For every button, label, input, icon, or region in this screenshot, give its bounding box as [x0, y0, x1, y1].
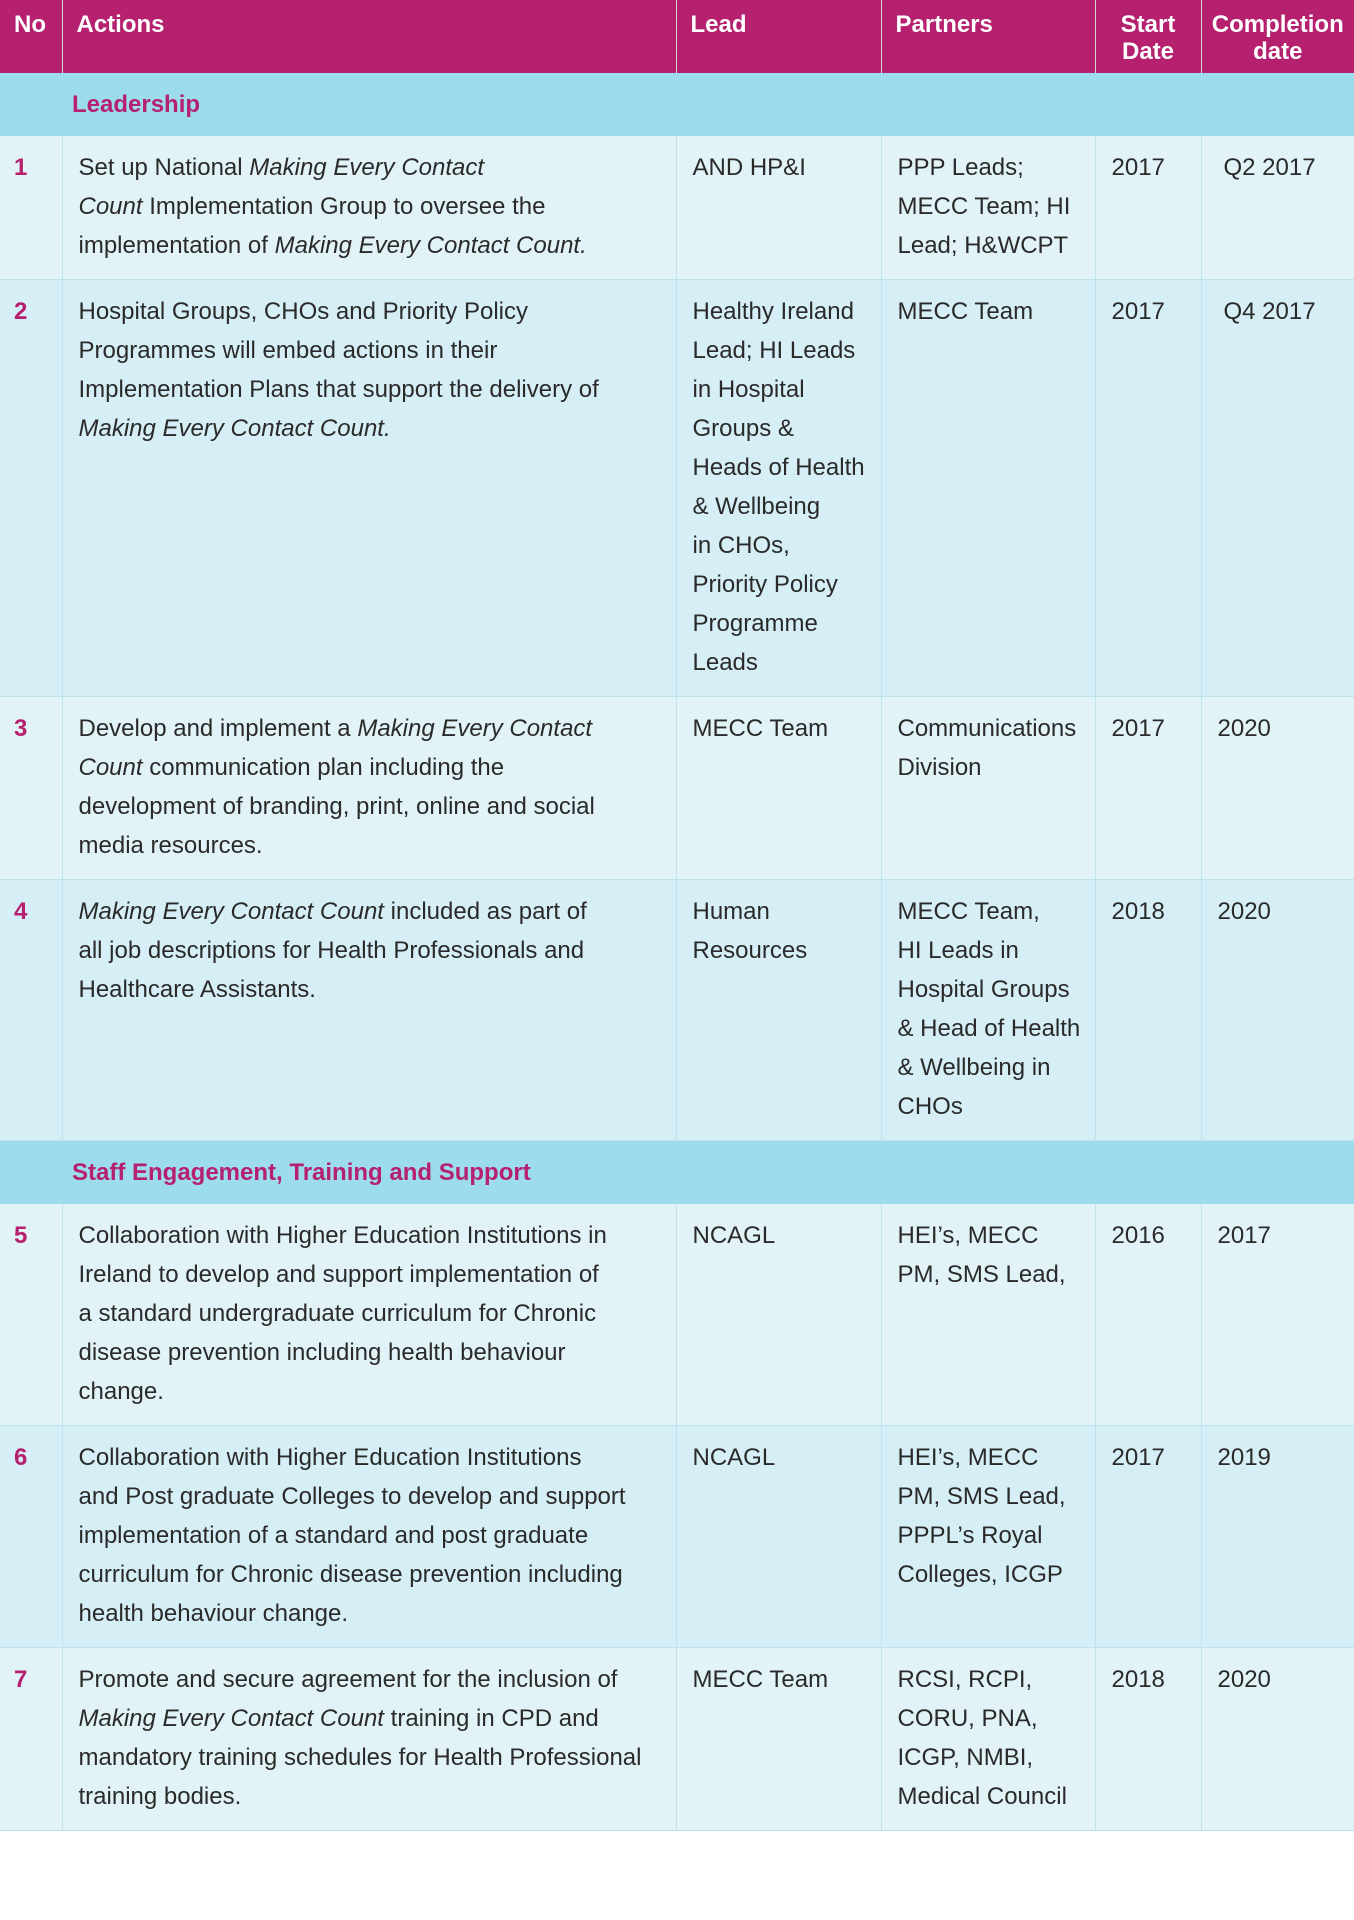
table-row [0, 1426, 1354, 1648]
header-partners: Partners [881, 0, 1095, 73]
lead-cell: AND HP&I [676, 136, 881, 280]
table-body [0, 73, 1354, 1831]
partners-cell: RCSI, RCPI, CORU, PNA, ICGP, NMBI, Medical Council [881, 1648, 1095, 1831]
action-cell: Collaboration with Higher Education Institutions in Ireland to develop and support implementation of a standard undergraduate curriculum for Chronic disease prevention including health behaviour change. [62, 1204, 676, 1426]
partners-cell: PPP Leads; MECC Team; HI Lead; H&WCPT [881, 136, 1095, 280]
partners-cell: Communications Division [881, 697, 1095, 880]
start-date-cell: 2018 [1095, 880, 1201, 1141]
row-number: 6 [0, 1426, 62, 1648]
action-cell: Set up National Making Every Contact Count Implementation Group to oversee the implementation of Making Every Contact Count. [62, 136, 676, 280]
table-row [0, 280, 1354, 697]
action-cell: Making Every Contact Count included as part of all job descriptions for Health Professionals and Healthcare Assistants. [62, 880, 676, 1141]
completion-date-cell: Q4 2017 [1201, 280, 1354, 697]
row-number: 4 [0, 880, 62, 1141]
header-completion-date: Completion date [1201, 0, 1354, 73]
table-row [0, 880, 1354, 1141]
section-header-row [0, 1141, 1354, 1205]
start-date-cell: 2017 [1095, 697, 1201, 880]
lead-cell: MECC Team [676, 1648, 881, 1831]
header-no: No [0, 0, 62, 73]
table-row [0, 1648, 1354, 1831]
completion-date-cell: 2019 [1201, 1426, 1354, 1648]
section-spacer [0, 73, 62, 136]
lead-cell: Human Resources [676, 880, 881, 1141]
lead-cell: Healthy Ireland Lead; HI Leads in Hospital Groups & Heads of Health & Wellbeing in CHOs, Priority Policy Programme Leads [676, 280, 881, 697]
action-cell: Hospital Groups, CHOs and Priority Policy Programmes will embed actions in their Implementation Plans that support the delivery of Making Every Contact Count. [62, 280, 676, 697]
table-row [0, 697, 1354, 880]
section-title: Staff Engagement, Training and Support [62, 1141, 1354, 1205]
partners-cell: HEI’s, MECC PM, SMS Lead, [881, 1204, 1095, 1426]
completion-date-cell: 2017 [1201, 1204, 1354, 1426]
start-date-cell: 2016 [1095, 1204, 1201, 1426]
completion-date-cell: Q2 2017 [1201, 136, 1354, 280]
section-spacer [0, 1141, 62, 1205]
partners-cell: MECC Team, HI Leads in Hospital Groups & Head of Health & Wellbeing in CHOs [881, 880, 1095, 1141]
partners-cell: MECC Team [881, 280, 1095, 697]
completion-date-cell: 2020 [1201, 1648, 1354, 1831]
start-date-cell: 2017 [1095, 280, 1201, 697]
lead-cell: NCAGL [676, 1426, 881, 1648]
start-date-cell: 2017 [1095, 136, 1201, 280]
lead-cell: MECC Team [676, 697, 881, 880]
row-number: 1 [0, 136, 62, 280]
header-lead: Lead [676, 0, 881, 73]
action-cell: Develop and implement a Making Every Contact Count communication plan including the development of branding, print, online and social media resources. [62, 697, 676, 880]
row-number: 7 [0, 1648, 62, 1831]
header-start-date: Start Date [1095, 0, 1201, 73]
table-row [0, 136, 1354, 280]
row-number: 3 [0, 697, 62, 880]
section-header-row [0, 73, 1354, 136]
partners-cell: HEI’s, MECC PM, SMS Lead, PPPL’s Royal Colleges, ICGP [881, 1426, 1095, 1648]
start-date-cell: 2018 [1095, 1648, 1201, 1831]
row-number: 5 [0, 1204, 62, 1426]
completion-date-cell: 2020 [1201, 880, 1354, 1141]
action-cell: Collaboration with Higher Education Institutions and Post graduate Colleges to develop and support implementation of a standard and post graduate curriculum for Chronic disease prevention including health behaviour change. [62, 1426, 676, 1648]
lead-cell: NCAGL [676, 1204, 881, 1426]
header-actions: Actions [62, 0, 676, 73]
completion-date-cell: 2020 [1201, 697, 1354, 880]
section-title: Leadership [62, 73, 1354, 136]
start-date-cell: 2017 [1095, 1426, 1201, 1648]
row-number: 2 [0, 280, 62, 697]
table-header-row [0, 0, 1354, 73]
action-cell: Promote and secure agreement for the inclusion of Making Every Contact Count training in CPD and mandatory training schedules for Health Professional training bodies. [62, 1648, 676, 1831]
table-row [0, 1204, 1354, 1426]
